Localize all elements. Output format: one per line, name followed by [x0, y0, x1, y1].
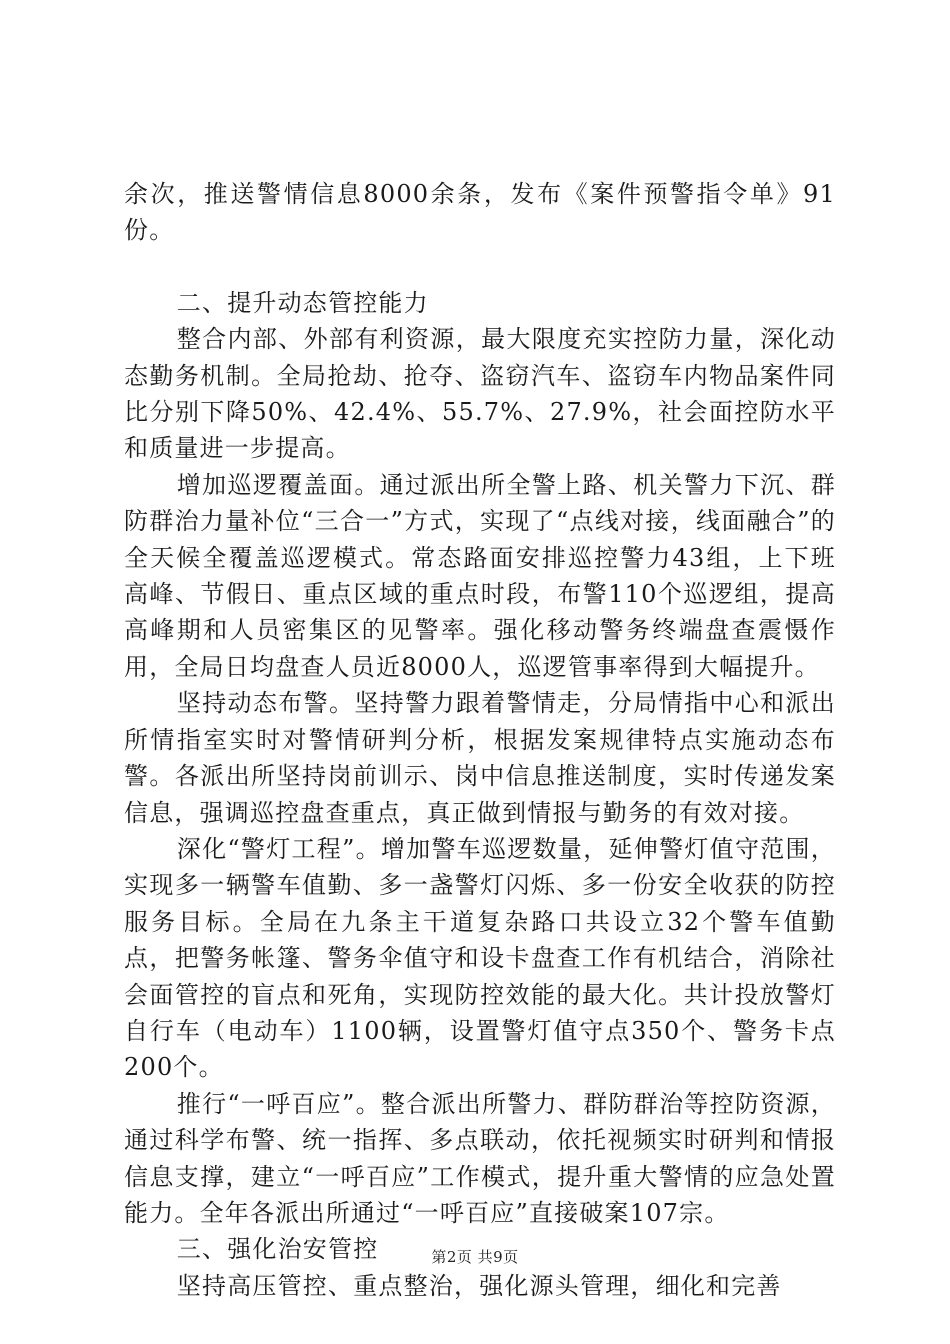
- continuation-paragraph: 余次，推送警情信息8000余条，发布《案件预警指令单》91份。: [124, 180, 836, 245]
- intro-paragraph: 整合内部、外部有利资源，最大限度充实控防力量，深化动态勤务机制。全局抢劫、抢夺、盗窃汽车、盗窃车内物品案件同比分别下降50%、42.4%、55.7%、27.9%，社会面控防水平和质量进一步提高。: [124, 325, 836, 463]
- section-heading-2: 二、提升动态管控能力: [176, 288, 429, 317]
- response-paragraph: 推行“一呼百应”。整合派出所警力、群防群治等控防资源，通过科学布警、统一指挥、多点联动，依托视频实时研判和情报信息支撑，建立“一呼百应”工作模式，提升重大警情的应急处置能力。全年各派出所通过“一呼百应”直接破案107宗。: [124, 1089, 836, 1227]
- section-heading-3: 三、强化治安管控: [176, 1235, 379, 1264]
- last-paragraph: 坚持高压管控、重点整治，强化源头管理，细化和完善: [176, 1271, 782, 1300]
- page-footer: 第2页 共9页: [431, 1248, 519, 1266]
- dynamic-deployment-paragraph: 坚持动态布警。坚持警力跟着警情走，分局情指中心和派出所情指室实时对警情研判分析，根据发案规律特点实施动态布警。各派出所坚持岗前训示、岗中信息推送制度，实时传递发案信息，强调巡控盘查重点，真正做到情报与勤务的有效对接。: [124, 689, 836, 827]
- document-body: [124, 176, 836, 1304]
- paragraph-spacer: [124, 249, 836, 285]
- police-lights-paragraph: 深化“警灯工程”。增加警车巡逻数量，延伸警灯值守范围，实现多一辆警车值勤、多一盏警灯闪烁、多一份安全收获的防控服务目标。全局在九条主干道复杂路口共设立32个警车值勤点，把警务帐篷、警务伞值守和设卡盘查工作有机结合，消除社会面管控的盲点和死角，实现防控效能的最大化。共计投放警灯自行车（电动车）1100辆，设置警灯值守点350个、警务卡点200个。: [124, 834, 836, 1082]
- patrol-paragraph: 增加巡逻覆盖面。通过派出所全警上路、机关警力下沉、群防群治力量补位“三合一”方式，实现了“点线对接，线面融合”的全天候全覆盖巡逻模式。常态路面安排巡控警力43组，上下班高峰、节假日、重点区域的重点时段，布警110个巡逻组，提高高峰期和人员密集区的见警率。强化移动警务终端盘查震慑作用，全局日均盘查人员近8000人，巡逻管事率得到大幅提升。: [124, 470, 836, 681]
